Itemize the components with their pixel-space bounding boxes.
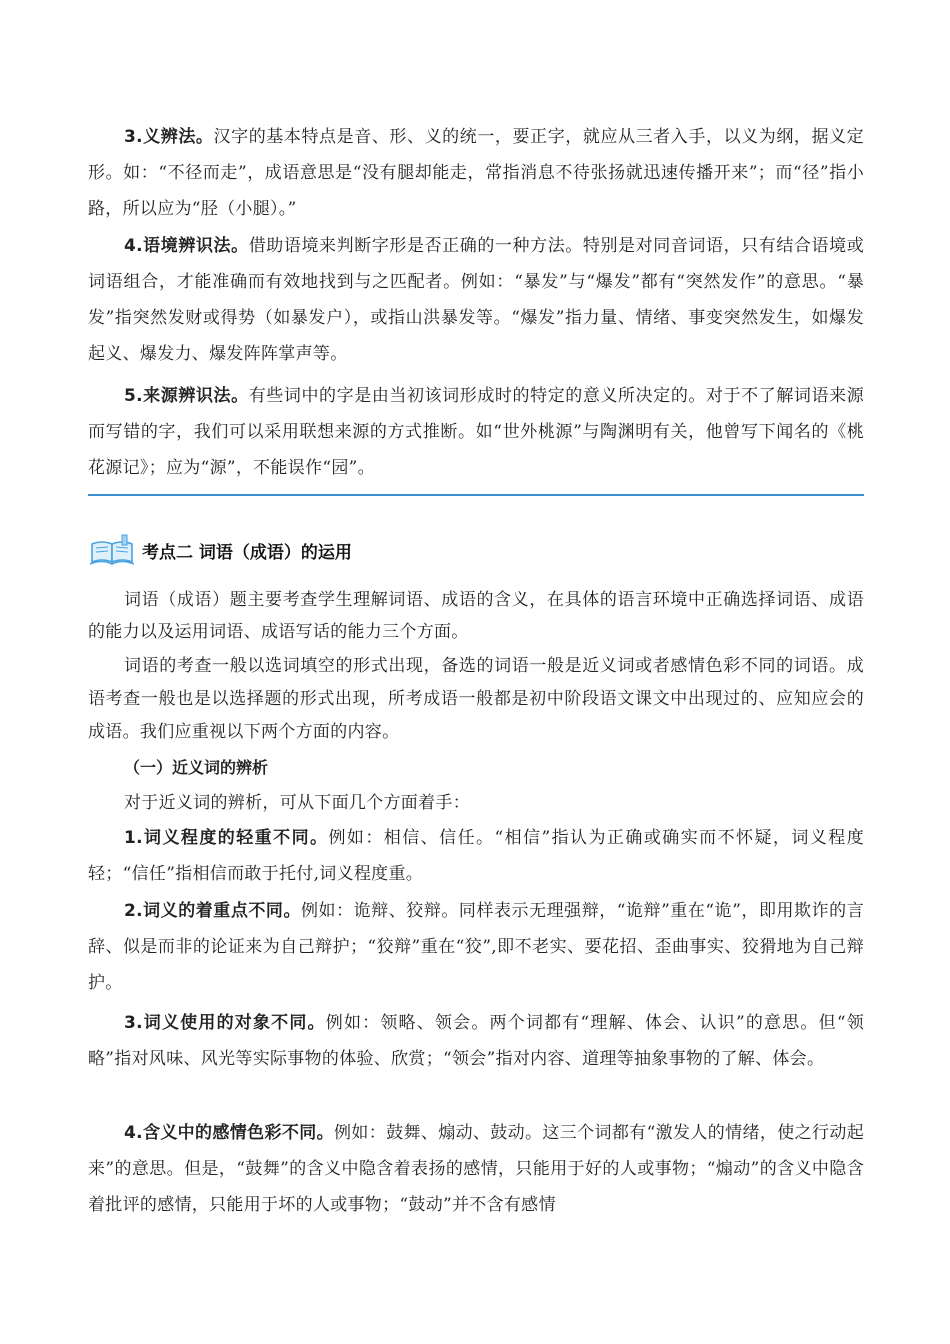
section-heading bbox=[88, 530, 352, 570]
point-4-heading: 4.含义中的感情色彩不同。 bbox=[124, 1123, 334, 1143]
paragraph-method-3 bbox=[88, 119, 864, 227]
intro-paragraph-2 bbox=[88, 650, 864, 749]
subintro-paragraph bbox=[88, 787, 864, 819]
point-1-heading: 1.词义程度的轻重不同。 bbox=[124, 828, 329, 848]
method-3-text: 汉字的基本特点是音、形、义的统一，要正字，就应从三者入手，以义为纲，据义定形。如：“不径而走”，成语意思是“没有腿却能走，常指消息不待张扬就迅速传播开来”；而“径”指小路，所以应为“胫（小腿）。” bbox=[88, 127, 864, 219]
point-3-text: 例如：领略、领会。两个词都有“理解、体会、认识”的意思。但“领略”指对风味、风光等实际事物的体验、欣赏；“领会”指对内容、道理等抽象事物的了解、体会。 bbox=[88, 1013, 864, 1069]
method-5-heading: 5.来源辨识法。 bbox=[124, 386, 249, 406]
intro-2-text: 词语的考查一般以选词填空的形式出现，备选的词语一般是近义词或者感情色彩不同的词语。成语考查一般也是以选择题的形式出现，所考成语一般都是初中阶段语文课文中出现过的、应知应会的成语。我们应重视以下两个方面的内容。 bbox=[88, 656, 864, 742]
section-divider bbox=[88, 494, 864, 496]
intro-paragraph-1 bbox=[88, 584, 864, 648]
paragraph-method-5 bbox=[88, 378, 864, 486]
intro-1-text: 词语（成语）题主要考查学生理解词语、成语的含义，在具体的语言环境中正确选择词语、成语的能力以及运用词语、成语写话的能力三个方面。 bbox=[88, 590, 864, 642]
method-4-text: 借助语境来判断字形是否正确的一种方法。特别是对同音词语，只有结合语境或词语组合，才能准确而有效地找到与之匹配者。例如：“暴发”与“爆发”都有“突然发作”的意思。“暴发”指突然发财或得势（如暴发户），或指山洪暴发等。“爆发”指力量、情绪、事变突然发生，如爆发起义、爆发力、爆发阵阵掌声等。 bbox=[88, 236, 864, 364]
point-3-heading: 3.词义使用的对象不同。 bbox=[124, 1013, 326, 1033]
method-4-heading: 4.语境辨识法。 bbox=[124, 236, 249, 256]
paragraph-point-1 bbox=[88, 820, 864, 892]
paragraph-point-3 bbox=[88, 1005, 864, 1077]
subintro-text: 对于近义词的辨析，可从下面几个方面着手： bbox=[124, 793, 470, 813]
paragraph-method-4 bbox=[88, 228, 864, 372]
section-title: 考点二 词语（成语）的运用 bbox=[142, 542, 352, 563]
paragraph-point-4 bbox=[88, 1115, 864, 1223]
point-2-heading: 2.词义的着重点不同。 bbox=[124, 901, 302, 921]
method-3-heading: 3.义辨法。 bbox=[124, 127, 214, 147]
point-4-text: 例如：鼓舞、煽动、鼓动。这三个词都有“激发人的情绪，使之行动起来”的意思。但是，“鼓舞”的含义中隐含着表扬的感情，只能用于好的人或事物；“煽动”的含义中隐含着批评的感情，只能用于坏的人或事物；“鼓动”并不含有感情 bbox=[88, 1123, 864, 1215]
method-5-text: 有些词中的字是由当初该词形成时的特定的意义所决定的。对于不了解词语来源而写错的字，我们可以采用联想来源的方式推断。如“世外桃源”与陶渊明有关，他曾写下闻名的《桃花源记》；应为“源”，不能误作“园”。 bbox=[88, 386, 864, 478]
book-icon bbox=[88, 532, 138, 568]
point-2-text: 例如：诡辩、狡辩。同样表示无理强辩，“诡辩”重在“诡”，即用欺诈的言辞、似是而非的论证来为自己辩护；“狡辩”重在“狡”,即不老实、要花招、歪曲事实、狡猾地为自己辩护。 bbox=[88, 901, 864, 993]
point-1-text: 例如：相信、信任。“相信”指认为正确或确实而不怀疑，词义程度轻；“信任”指相信而敢于托付,词义程度重。 bbox=[88, 828, 864, 884]
subheading-synonyms: （一）近义词的辨析 bbox=[124, 758, 269, 777]
paragraph-point-2 bbox=[88, 893, 864, 1001]
